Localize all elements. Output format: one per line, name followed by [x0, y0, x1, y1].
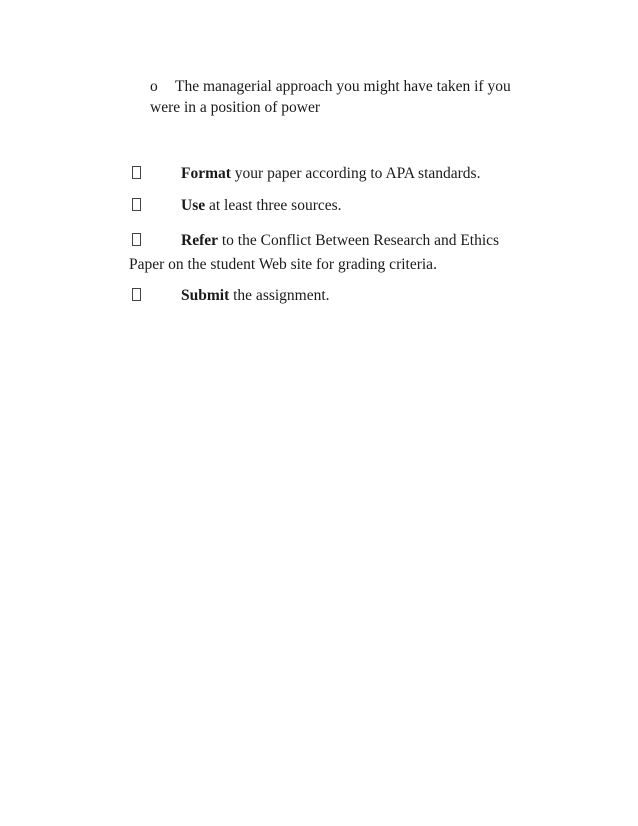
list-item-submit [129, 284, 569, 308]
item-bold-text: Use [181, 197, 206, 214]
list-item-refer [129, 229, 569, 277]
item-text: your paper according to APA standards. [230, 165, 481, 182]
sub-bullet-item [150, 76, 570, 118]
missing-glyph-bullet-icon [132, 288, 141, 301]
missing-glyph-bullet-icon [132, 233, 141, 246]
item-continuation-text: Paper on the student Web site for grading criteria. [129, 256, 437, 273]
sub-bullet-line1: The managerial approach you might have taken if you [175, 78, 511, 95]
item-bold-text: Submit [181, 287, 230, 304]
item-bold-text: Format [181, 165, 231, 182]
item-bold-text: Refer [181, 232, 218, 249]
list-item-use [129, 194, 569, 218]
item-text: the assignment. [229, 287, 330, 304]
list-item-format [129, 162, 569, 186]
missing-glyph-bullet-icon [132, 166, 141, 179]
item-text: to the Conflict Between Research and Ethics [218, 232, 500, 249]
missing-glyph-bullet-icon [132, 198, 141, 211]
sub-bullet-line2: were in a position of power [150, 99, 321, 116]
item-text: at least three sources. [205, 197, 342, 214]
sub-bullet-marker: o [150, 78, 158, 95]
